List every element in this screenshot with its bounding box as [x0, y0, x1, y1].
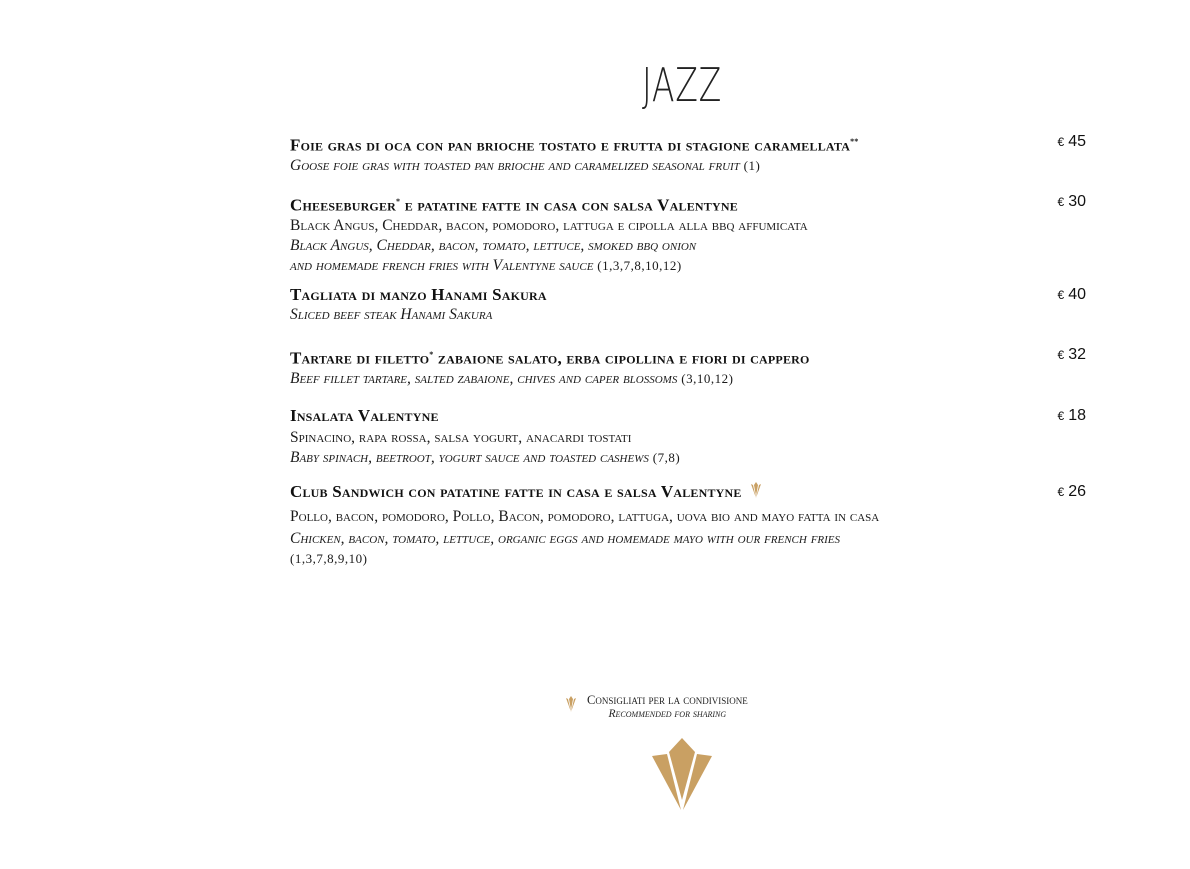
dish-name [290, 192, 1080, 216]
dish-name [290, 132, 1080, 156]
allergens: (1,3,7,8,9,10) [290, 551, 368, 566]
allergens: (1) [743, 157, 761, 173]
dish-description-it: Pollo, bacon, pomodoro, Pollo, Bacon, pomodoro, lattuga, uova bio and mayo fatta in casa [290, 508, 880, 525]
fan-logo-icon [650, 738, 714, 817]
price-value: 45 [1068, 133, 1086, 150]
currency-symbol: € [1057, 409, 1065, 423]
dish-price [1058, 285, 1086, 305]
dish-mark: * [396, 197, 401, 206]
legend-text-it: Consigliati per la condivisione [587, 693, 748, 707]
price-value: 32 [1068, 346, 1086, 363]
description-text: and homemade french fries with Valentyne sauce [290, 256, 594, 274]
description-text: Beef fillet tartare, salted zabaione, chives and caper blossoms [290, 369, 678, 387]
dish-name-text: Cheeseburger [290, 195, 397, 215]
menu-item-tagliata [290, 285, 1086, 345]
dish-price [1058, 482, 1086, 502]
dish-name [290, 345, 1080, 369]
dish-mark: ** [850, 137, 859, 146]
price-value: 30 [1068, 193, 1086, 210]
dish-name: Tagliata di manzo Hanami Sakura [290, 285, 547, 304]
menu-item-tartare [290, 345, 1086, 406]
dish-name-text: Foie gras di oca con pan brioche tostato e frutta di stagione caramellata [290, 135, 851, 155]
dish-description-en [290, 448, 1080, 468]
dish-description-en-cont [290, 256, 1080, 276]
dish-name-rest: e patatine fatte in casa con salsa Valentyne [400, 195, 738, 215]
dish-price [1058, 132, 1086, 152]
dish-description-en: Chicken, bacon, tomato, lettuce, organic eggs and homemade mayo with our french fries [290, 530, 841, 547]
dish-description-en: Sliced beef steak Hanami Sakura [290, 306, 493, 323]
fan-icon [563, 696, 579, 719]
legend-text [587, 693, 748, 721]
dish-description-it: Spinacino, rapa rossa, salsa yogurt, anacardi tostati [290, 429, 632, 446]
menu-item-cheeseburger [290, 192, 1086, 285]
dish-price [1058, 406, 1086, 426]
menu-item-insalata [290, 406, 1086, 482]
currency-symbol: € [1057, 348, 1065, 362]
currency-symbol: € [1057, 288, 1065, 302]
dish-name-rest: zabaione salato, erba cipollina e fiori di cappero [433, 348, 810, 368]
sharing-legend [563, 693, 748, 721]
description-text: Baby spinach, beetroot, yogurt sauce and toasted cashews [290, 449, 649, 466]
menu-item-club-sandwich [290, 482, 1086, 572]
dish-allergens-line [290, 549, 1080, 569]
dish-description-en [290, 369, 1080, 389]
allergens: (1,3,7,8,10,12) [597, 257, 682, 273]
dish-price [1058, 192, 1086, 212]
dish-name: Insalata Valentyne [290, 406, 439, 425]
dish-mark: * [429, 350, 434, 359]
currency-symbol: € [1057, 485, 1065, 499]
dish-name-text: Club Sandwich con patatine fatte in casa e salsa Valentyne [290, 482, 742, 501]
fan-icon [748, 482, 764, 505]
currency-symbol: € [1057, 135, 1065, 149]
price-value: 18 [1068, 407, 1086, 424]
allergens: (3,10,12) [681, 370, 734, 386]
dish-name [290, 482, 1080, 505]
menu-item-foie-gras [290, 132, 1086, 192]
dish-description-it: Black Angus, Cheddar, bacon, pomodoro, lattuga e cipolla alla bbq affumicata [290, 216, 808, 234]
dish-description-en: Black Angus, Cheddar, bacon, tomato, lettuce, smoked bbq onion [290, 236, 697, 254]
page-title: JAZZ [641, 58, 723, 112]
dish-price [1058, 345, 1086, 365]
dish-name-text: Tartare di filetto [290, 348, 430, 368]
allergens: (7,8) [652, 450, 681, 465]
currency-symbol: € [1057, 195, 1065, 209]
price-value: 26 [1068, 483, 1086, 500]
legend-text-en: Recommended for sharing [608, 708, 727, 720]
menu-list [290, 132, 1086, 572]
description-text: Goose foie gras with toasted pan brioche and caramelized seasonal fruit [290, 156, 740, 174]
price-value: 40 [1068, 286, 1086, 303]
dish-description-en [290, 156, 1080, 176]
